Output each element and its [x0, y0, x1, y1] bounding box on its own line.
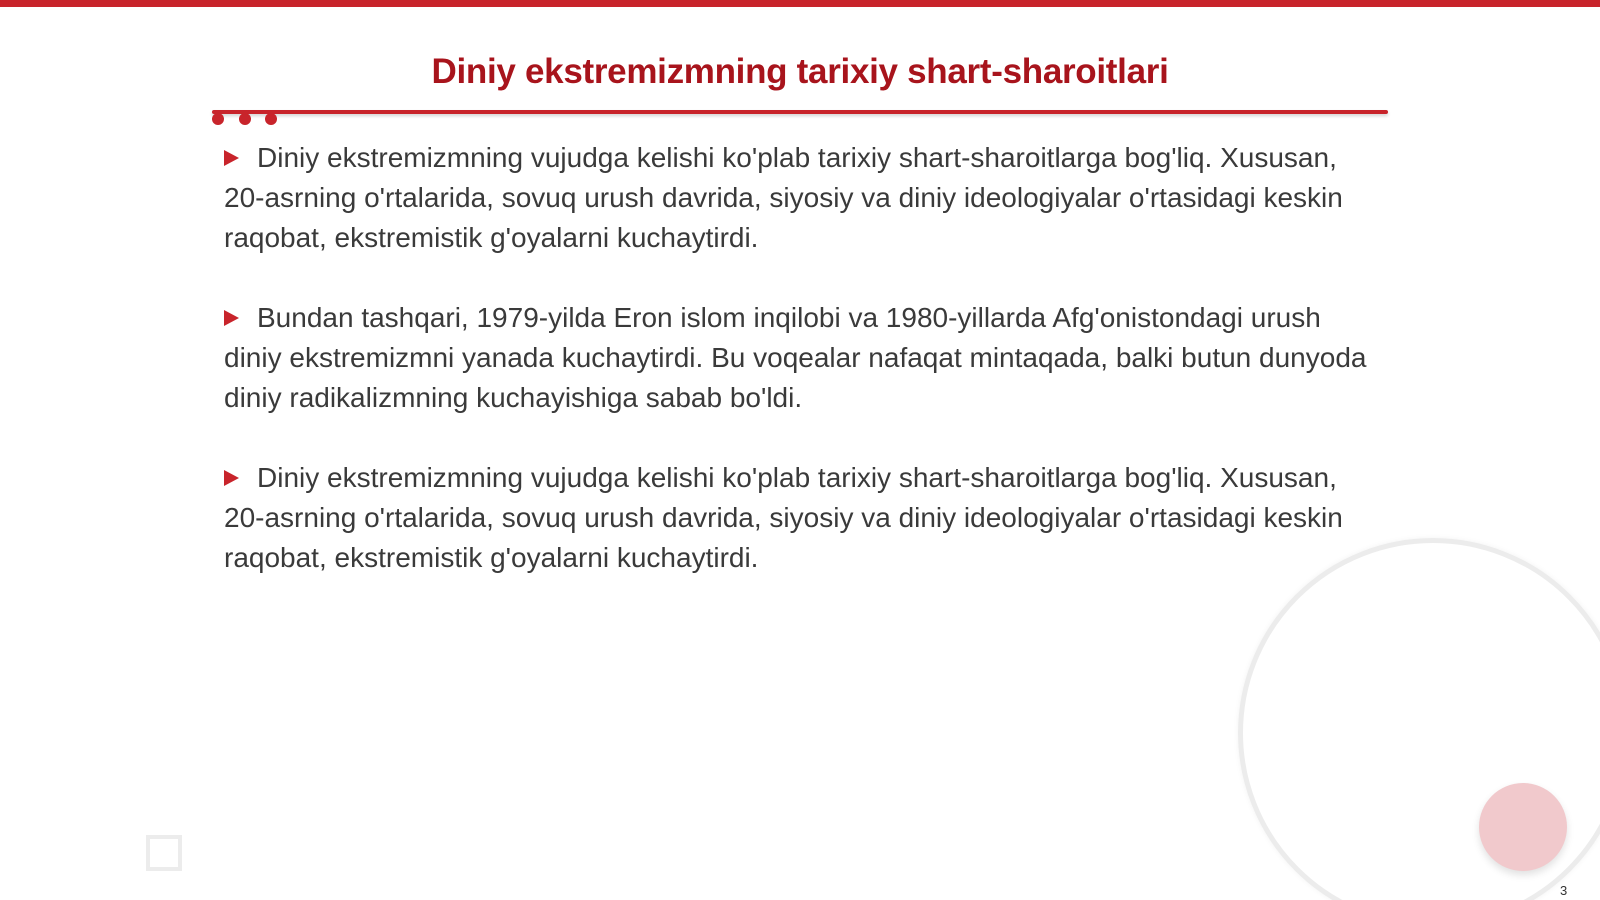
page-number: 3: [1560, 883, 1568, 898]
slide-title: Diniy ekstremizmning tarixiy shart-sharoitlari: [431, 52, 1169, 91]
decorative-pink-circle: [1479, 783, 1567, 871]
bullet-text: Diniy ekstremizmning vujudga kelishi ko'plab tarixiy shart-sharoitlarga bog'liq. Xususan, 20-asrning o'rtalarida, sovuq urush davrida, siyosiy va diniy ideologiyalar o'rtasidagi keskin raqobat, ekstremistik g'oyalarni kuchaytirdi.: [224, 462, 1343, 573]
triangle-bullet-icon: [224, 470, 239, 486]
bullet-text: Diniy ekstremizmning vujudga kelishi ko'plab tarixiy shart-sharoitlarga bog'liq. Xususan, 20-asrning o'rtalarida, sovuq urush davrida, siyosiy va diniy ideologiyalar o'rtasidagi keskin raqobat, ekstremistik g'oyalarni kuchaytirdi.: [224, 142, 1343, 253]
bullet-paragraph: [224, 458, 1374, 578]
triangle-bullet-icon: [224, 150, 239, 166]
underline-dot: [239, 113, 251, 125]
underline-dot: [212, 113, 224, 125]
decorative-square-outline: [146, 835, 182, 871]
triangle-bullet-icon: [224, 310, 239, 326]
bullet-paragraph: [224, 138, 1374, 258]
bullet-text: Bundan tashqari, 1979-yilda Eron islom inqilobi va 1980-yillarda Afg'onistondagi urush diniy ekstremizmni yanada kuchaytirdi. Bu voqealar nafaqat mintaqada, balki butun dunyoda diniy radikalizmning kuchayishiga sabab bo'ldi.: [224, 302, 1367, 413]
bullet-paragraph: [224, 298, 1374, 418]
underline-dot: [265, 113, 277, 125]
title-underline: [212, 110, 1388, 114]
bullet-list: [224, 138, 1374, 618]
top-accent-bar: [0, 0, 1600, 7]
